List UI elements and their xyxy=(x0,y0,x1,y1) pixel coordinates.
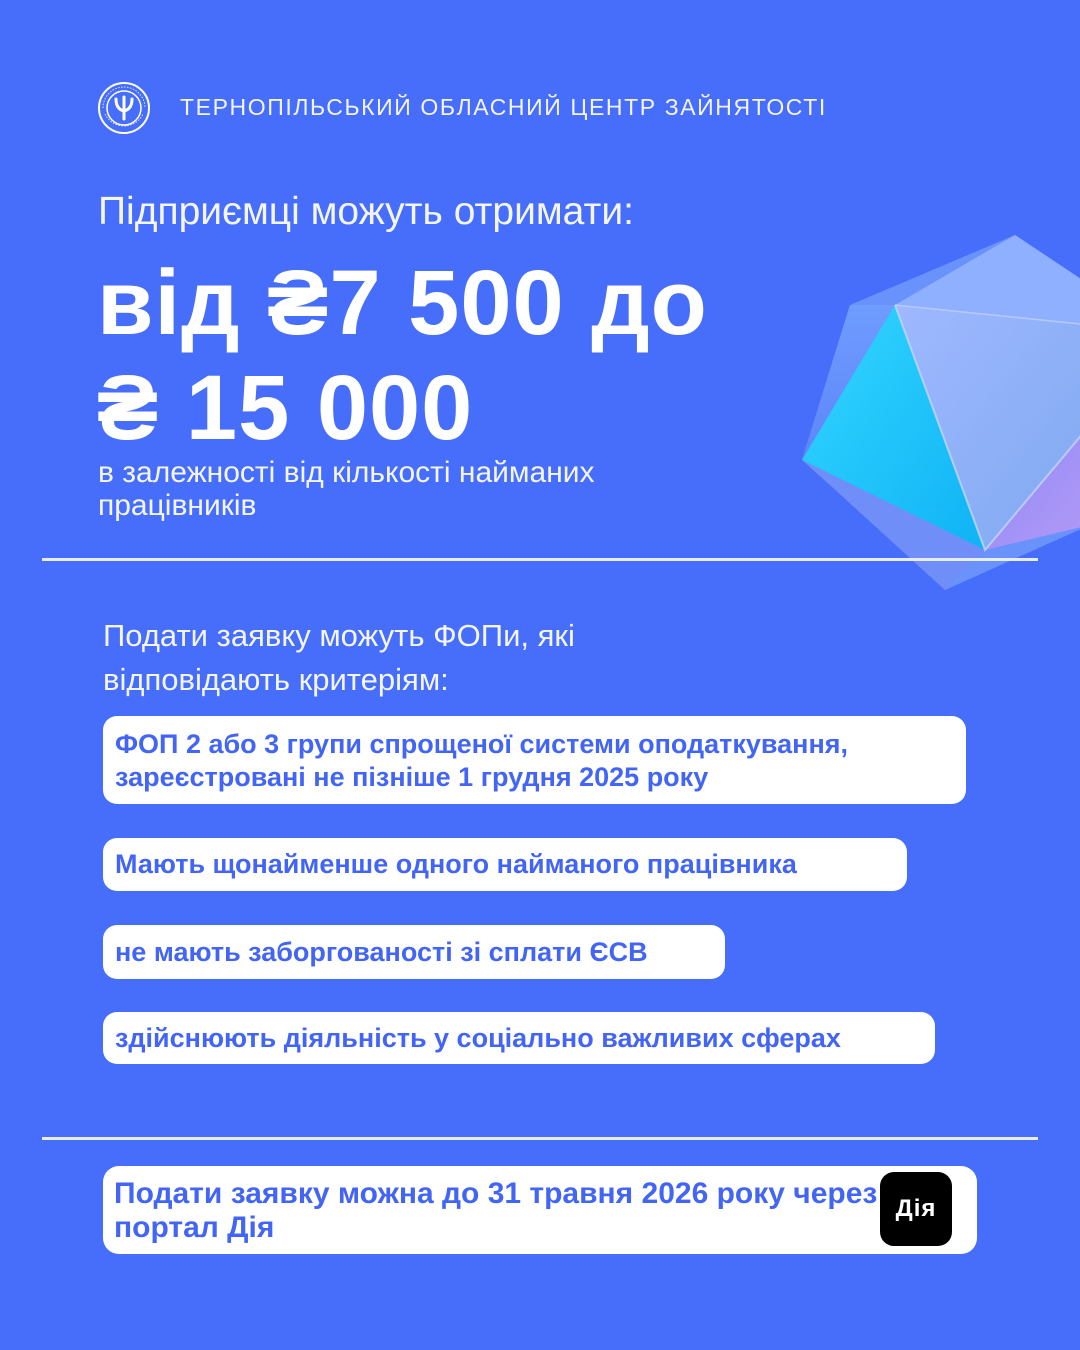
employment-service-logo xyxy=(97,81,151,135)
decorative-gem-shape xyxy=(790,225,1080,605)
criteria-item xyxy=(103,716,966,804)
amount-note: в залежності від кількості найманих працівників xyxy=(98,456,595,522)
criteria-item-text: ФОП 2 або 3 групи спрощеної системи оподаткування, зареєстровані не пізніше 1 грудня 2025 року xyxy=(115,729,849,792)
application-deadline-card xyxy=(103,1166,977,1254)
section-divider xyxy=(42,1137,1038,1140)
section-divider xyxy=(42,558,1038,561)
org-name: ТЕРНОПІЛЬСЬКИЙ ОБЛАСНИЙ ЦЕНТР ЗАЙНЯТОСТІ xyxy=(180,94,827,120)
criteria-item-text: здійснюють діяльність у соціально важливих сферах xyxy=(115,1023,841,1053)
hero-subtitle: Підприємці можуть отримати: xyxy=(98,190,635,233)
criteria-item-text: Мають щонайменше одного найманого працівника xyxy=(115,849,797,879)
amount-range-start: від ₴7 500 до xyxy=(97,252,708,354)
criteria-item-text: не мають заборгованості зі сплати ЄСВ xyxy=(115,937,648,967)
criteria-item xyxy=(103,925,725,979)
criteria-item xyxy=(103,838,907,891)
criteria-item xyxy=(103,1012,935,1064)
amount-range-end: ₴ 15 000 xyxy=(97,357,474,459)
criteria-intro: Подати заявку можуть ФОПи, які відповідають критеріям: xyxy=(103,618,575,697)
application-deadline-text: Подати заявку можна до 31 травня 2026 року через портал Дія xyxy=(114,1177,878,1244)
diia-app-icon[interactable]: Дія xyxy=(880,1172,952,1246)
